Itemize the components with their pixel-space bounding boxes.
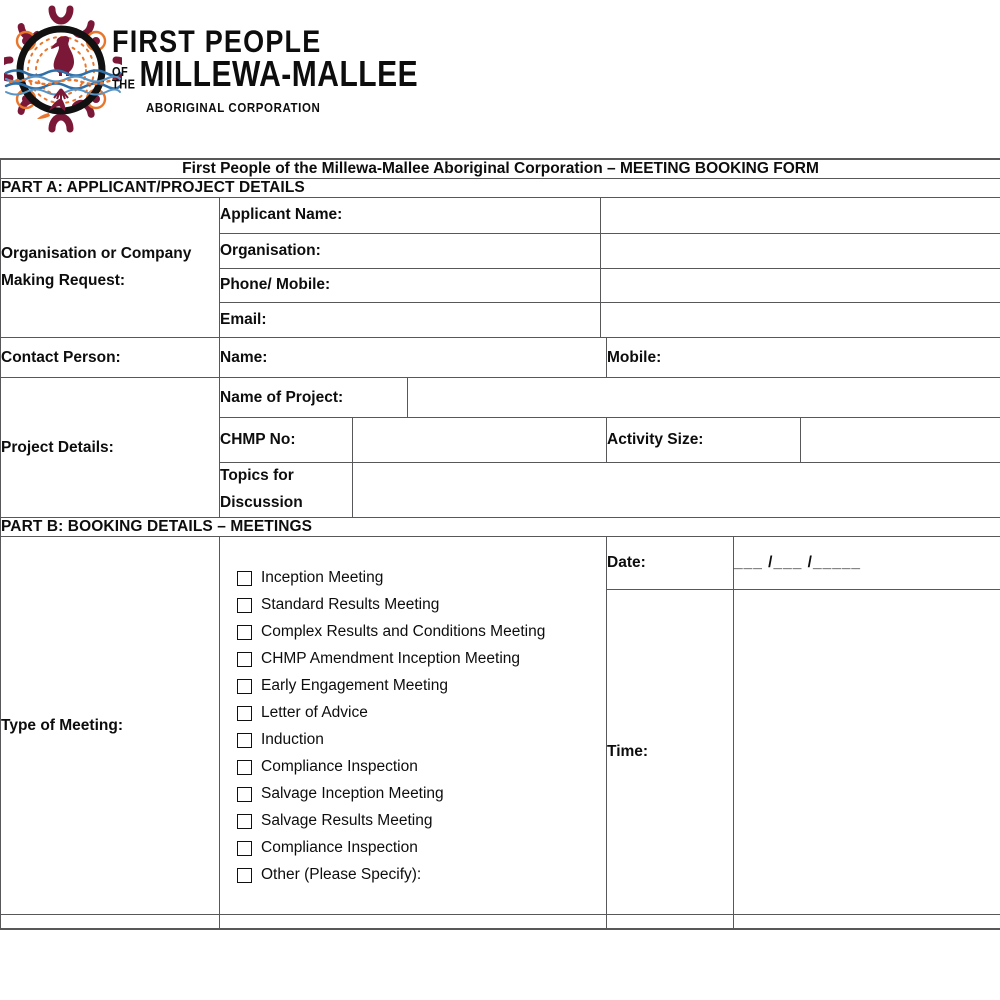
meeting-type-option[interactable]	[237, 808, 597, 835]
contact-mobile-field[interactable]: Mobile:	[607, 338, 1000, 378]
meeting-type-label: Salvage Inception Meeting	[261, 785, 444, 802]
applicant-name-input[interactable]	[601, 198, 1000, 234]
project-name-input[interactable]	[408, 378, 1000, 418]
wordmark-of-the	[112, 67, 136, 92]
meeting-type-label: Inception Meeting	[261, 569, 384, 586]
meeting-type-label: Standard Results Meeting	[261, 596, 440, 613]
checkbox-icon[interactable]	[237, 733, 252, 748]
organisation-making-request-label: Organisation or Company Making Request:	[1, 198, 220, 338]
form-banner-row	[1, 159, 1000, 179]
date-label: Date:	[607, 537, 734, 590]
topics-for-discussion-input[interactable]	[353, 463, 1000, 518]
time-input[interactable]	[734, 590, 1000, 915]
meeting-type-option[interactable]	[237, 700, 597, 727]
meeting-type-label: Salvage Results Meeting	[261, 812, 433, 829]
organisation-input[interactable]	[601, 233, 1000, 268]
contact-name-field[interactable]: Name:	[220, 338, 607, 378]
meeting-type-option[interactable]	[237, 592, 597, 619]
meeting-booking-form-table	[0, 158, 1000, 930]
meeting-type-label: Induction	[261, 731, 324, 748]
checkbox-icon[interactable]	[237, 841, 252, 856]
meeting-type-checkbox-list	[220, 537, 607, 915]
checkbox-icon[interactable]	[237, 787, 252, 802]
checkbox-icon[interactable]	[237, 706, 252, 721]
part-a-heading-row	[1, 179, 1000, 198]
email-input[interactable]	[601, 303, 1000, 338]
meeting-type-option[interactable]	[237, 673, 597, 700]
organisation-wordmark	[112, 23, 419, 116]
next-section-body-cell[interactable]	[220, 915, 607, 929]
activity-size-label: Activity Size:	[607, 418, 801, 463]
chmp-no-label: CHMP No:	[220, 418, 353, 463]
meeting-type-option[interactable]	[237, 619, 597, 646]
wordmark-line-3: ABORIGINAL CORPORATION	[146, 102, 321, 116]
applicant-name-label: Applicant Name:	[220, 198, 601, 234]
applicant-name-row	[1, 198, 1000, 234]
checkbox-icon[interactable]	[237, 814, 252, 829]
meeting-type-date-row	[1, 537, 1000, 590]
meeting-type-option[interactable]	[237, 646, 597, 673]
meeting-type-label: CHMP Amendment Inception Meeting	[261, 650, 521, 667]
time-label: Time:	[607, 590, 734, 915]
checkbox-icon[interactable]	[237, 868, 252, 883]
checkbox-icon[interactable]	[237, 625, 252, 640]
phone-mobile-label: Phone/ Mobile:	[220, 268, 601, 303]
email-label: Email:	[220, 303, 601, 338]
wordmark-the: THE	[112, 78, 136, 92]
checkbox-icon[interactable]	[237, 598, 252, 613]
checkbox-icon[interactable]	[237, 760, 252, 775]
project-details-label: Project Details:	[1, 378, 220, 518]
checkbox-icon[interactable]	[237, 571, 252, 586]
chmp-no-input[interactable]	[353, 418, 607, 463]
meeting-type-option[interactable]	[237, 781, 597, 808]
wordmark-line-2: MILLEWA-MALLEE	[139, 54, 419, 95]
millewa-mallee-roundel-logo	[4, 3, 122, 135]
part-a-heading: PART A: APPLICANT/PROJECT DETAILS	[1, 179, 1000, 198]
meeting-type-option[interactable]	[237, 835, 597, 862]
activity-size-input[interactable]	[801, 418, 1000, 463]
next-section-partial-row	[1, 915, 1000, 929]
meeting-type-label: Compliance Inspection	[261, 758, 418, 775]
meeting-type-option[interactable]	[237, 727, 597, 754]
meeting-type-label: Complex Results and Conditions Meeting	[261, 623, 546, 640]
phone-mobile-input[interactable]	[601, 268, 1000, 303]
meeting-type-label: Early Engagement Meeting	[261, 677, 448, 694]
meeting-type-option[interactable]	[237, 862, 597, 889]
meeting-type-option[interactable]	[237, 565, 597, 592]
next-section-right-body-cell[interactable]	[734, 915, 1000, 929]
project-name-label: Name of Project:	[220, 378, 408, 418]
meeting-type-label: Other (Please Specify):	[261, 866, 422, 883]
type-of-meeting-label: Type of Meeting:	[1, 537, 220, 915]
form-title: First People of the Millewa-Mallee Aboriginal Corporation – MEETING BOOKING FORM	[1, 159, 1000, 179]
contact-person-row	[1, 338, 1000, 378]
contact-person-label: Contact Person:	[1, 338, 220, 378]
checkbox-icon[interactable]	[237, 679, 252, 694]
wordmark-of: OF	[112, 65, 129, 80]
meeting-type-label: Letter of Advice	[261, 704, 368, 721]
part-b-heading: PART B: BOOKING DETAILS – MEETINGS	[1, 518, 1000, 537]
topics-for-discussion-label: Topics for Discussion	[220, 463, 353, 518]
meeting-type-option[interactable]	[237, 754, 597, 781]
date-input[interactable]: ___ /___ /_____	[734, 537, 1000, 590]
part-b-heading-row	[1, 518, 1000, 537]
organisation-label: Organisation:	[220, 233, 601, 268]
checkbox-icon[interactable]	[237, 652, 252, 667]
meeting-type-label: Compliance Inspection	[261, 839, 418, 856]
wordmark-line-1: FIRST PEOPLE	[112, 23, 322, 60]
project-name-row	[1, 378, 1000, 418]
next-section-right-label-cell[interactable]	[607, 915, 734, 929]
letterhead-band	[0, 0, 1000, 158]
next-section-label-cell	[1, 915, 220, 929]
